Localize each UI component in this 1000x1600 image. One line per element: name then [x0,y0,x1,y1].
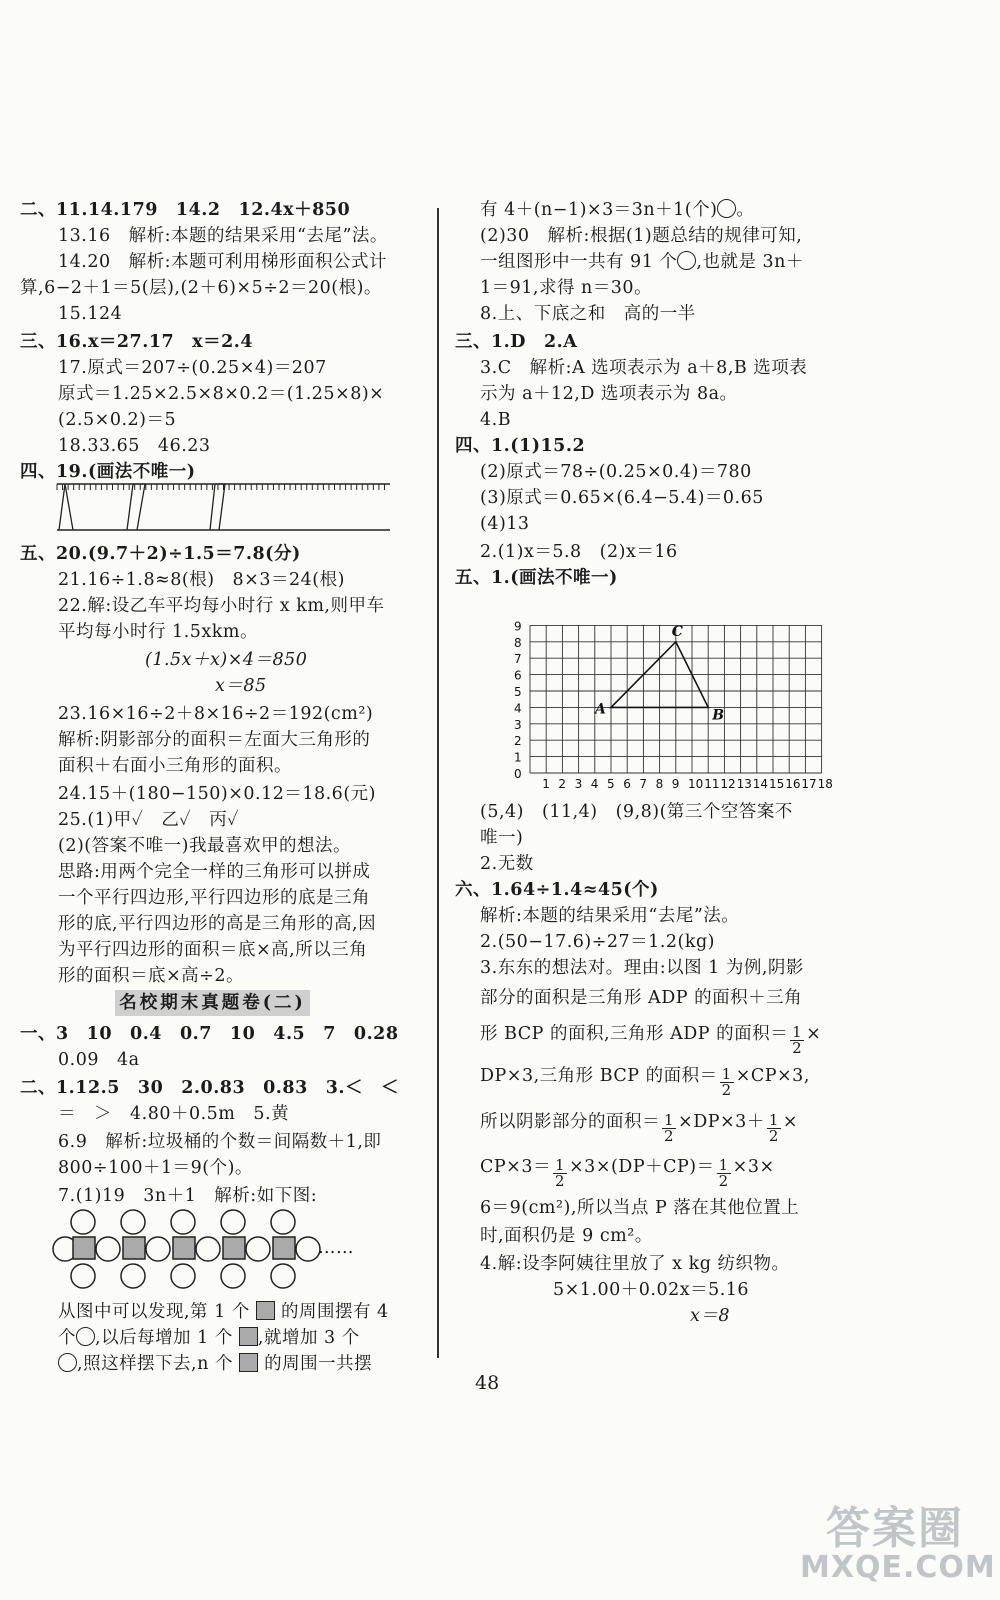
right-line: 4.解:设李阿姨往里放了 x kg 纺织物。 [480,1254,790,1274]
right-line: (2)30 解析:根据(1)题总结的规律可知, [480,226,803,246]
right-line: 8.上、下底之和 高的一半 [480,304,696,324]
x-tick-label: 4 [590,777,599,791]
left-line: 23.16×16÷2＋8×16÷2＝192(cm²) [58,704,374,724]
left-line: 15.124 [58,304,123,324]
right-line: 2.(1)x＝5.8 (2)x＝16 [480,542,678,562]
x-tick-label: 12 [720,777,736,791]
right-line: 所以阴影部分的面积＝ $\frac{1}{2} \times DP\times 3+$ $\frac{1}{2}$ × [480,1111,799,1145]
y-tick-label: 2 [514,734,522,749]
fraction: $\frac{1}{2}$ [664,1111,675,1145]
left-line: ＝ ＞ 4.80＋0.5m 5.黄 [58,1104,290,1124]
right-line: (2)原式＝78÷(0.25×0.4)＝780 [480,462,752,482]
right-line: 3.C 解析:A 选项表示为 a＋8,B 选项表 [480,358,808,378]
left-line: 思路:用两个完全一样的三角形可以拼成 [58,862,371,882]
right-line: (5,4) (11,4) (9,8)(第三个空答案不 [480,802,793,822]
coordinate-grid [500,615,833,800]
left-line: 二、1.12.5 30 2.0.83 0.83 3.＜ ＜ [20,1078,400,1098]
y-tick-label: 7 [514,652,522,667]
left-line: ,照这样摆下去,n 个 的周围一共摆 [58,1352,372,1376]
watermark [800,1492,996,1585]
right-line: x＝8 [690,1306,731,1326]
fraction: $\frac{1}{2}$ [768,1111,779,1145]
left-line: 14.20 解析:本题可利用梯形面积公式计 [58,252,387,272]
fraction: $\frac{1}{2}$ [718,1156,729,1190]
x-tick-label: 1 [542,777,550,791]
ruler-figure [55,478,395,534]
left-line: 为平行四边形的面积＝底×高,所以三角 [58,940,368,960]
left-line: 解析:阴影部分的面积＝左面大三角形的 [58,730,371,750]
right-line: DP×3,三角形 BCP 的面积＝ $\frac{1}{2} \times CP\times 3$, [480,1065,810,1099]
right-line: 形 BCP 的面积,三角形 ADP 的面积＝ $\frac{1}{2}$ × [480,1023,822,1057]
y-tick-label: 5 [514,685,522,699]
left-line: 24.15＋(180−150)×0.12＝18.6(元) [58,784,376,804]
left-line: 三、16.x＝27.17 x＝2.4 [20,332,254,352]
left-line: 形的底,平行四边形的高是三角形的高,因 [58,914,377,934]
y-tick-label: 3 [514,717,522,732]
right-line: 2.(50−17.6)÷27＝1.2(kg) [480,932,715,952]
left-line: 6.9 解析:垃圾桶的个数＝间隔数＋1,即 [58,1132,382,1152]
left-line: 二、11.14.179 14.2 12.4x＋850 [20,200,351,220]
right-line: 六、1.64÷1.4≈45(个) [455,880,659,900]
x-tick-label: 3 [574,777,583,791]
x-tick-label: 15 [769,777,785,791]
point-label: C [671,623,683,640]
left-line: 17.原式＝207÷(0.25×4)＝207 [58,358,327,378]
left-line: 0.09 4a [58,1050,140,1070]
left-line: 一个平行四边形,平行四边形的底是三角 [58,888,371,908]
x-tick-label: 16 [785,777,801,791]
left-line: 面积＋右面小三角形的面积。 [58,756,292,776]
right-line: 6＝9(cm²),所以当点 P 落在其他位置上 [480,1198,800,1218]
right-line: 5×1.00＋0.02x＝5.16 [553,1280,750,1300]
left-line: 800÷100＋1＝9(个)。 [58,1158,253,1178]
left-line: (2.5×0.2)＝5 [58,410,177,430]
right-line: 四、1.(1)15.2 [455,436,586,456]
right-line: (4)13 [480,514,530,534]
left-line: 13.16 解析:本题的结果采用“去尾”法。 [58,226,388,246]
left-line: 7.(1)19 3n＋1 解析:如下图: [58,1186,318,1206]
point-label: A [595,701,606,718]
right-line: 部分的面积是三角形 ADP 的面积＋三角 [480,988,803,1008]
watermark-url: MXQE.COM [800,1550,996,1585]
circle-icon [677,251,696,270]
right-line: 唯一) [480,828,524,848]
left-line: 21.16÷1.8≈8(根) 8×3＝24(根) [58,570,345,590]
left-line: 25.(1)甲✓ 乙✓ 丙✓ [58,810,239,830]
circle-icon [76,1327,95,1346]
left-line: 一、3 10 0.4 0.7 10 4.5 7 0.28 [20,1024,399,1044]
left-line: (2)(答案不唯一)我最喜欢甲的想法。 [58,836,351,856]
right-line: 3.东东的想法对。理由:以图 1 为例,阴影 [480,958,804,978]
y-tick-label: 4 [514,701,522,716]
left-line: 原式＝1.25×2.5×8×0.2＝(1.25×8)× [58,384,385,404]
left-line: 五、20.(9.7＋2)÷1.5＝7.8(分) [20,544,301,564]
fraction: $\frac{1}{2}$ [792,1023,803,1057]
left-line: 形的面积＝底×高÷2。 [58,966,244,986]
x-tick-label: 5 [607,777,615,791]
right-line: 示为 a＋12,D 选项表示为 8a。 [480,384,738,404]
right-line: CP×3＝ $\frac{1}{2} \times 3\times(DP+CP)=$ $\frac{1}{2} \times 3\times$ [480,1156,775,1190]
x-tick-label: 7 [639,777,648,791]
left-line: 平均每小时行 1.5xkm。 [58,622,258,642]
right-line: 五、1.(画法不唯一) [455,568,618,588]
point-label: B [712,707,725,724]
y-tick-label: 8 [514,635,522,650]
page-number: 48 [475,1372,500,1394]
ellipsis: …… [318,1238,354,1258]
y-tick-label: 0 [514,767,522,781]
x-tick-label: 17 [801,777,817,791]
x-tick-label: 13 [736,777,752,791]
x-tick-label: 18 [817,777,833,791]
x-tick-label: 8 [655,777,664,791]
x-tick-label: 11 [704,777,720,791]
x-tick-label: 6 [623,777,631,791]
left-line: 算,6−2＋1＝5(层),(2＋6)×5÷2＝20(根)。 [20,278,382,298]
right-line: 三、1.D 2.A [455,332,578,352]
right-line: 1＝91,求得 n＝30。 [480,278,653,298]
x-tick-label: 14 [752,777,769,791]
right-line: 有 4＋(n−1)×3＝3n＋1(个) 。 [480,200,755,220]
left-line: 18.33.65 46.23 [58,436,211,456]
left-line: 从图中可以发现,第 1 个 的周围摆有 4 [58,1302,389,1322]
x-tick-label: 9 [671,777,680,791]
right-line: (3)原式＝0.65×(6.4−5.4)＝0.65 [480,488,764,508]
square-icon [239,1327,258,1346]
fraction: $\frac{1}{2}$ [554,1156,566,1190]
right-line: 4.B [480,410,512,430]
left-line: 22.解:设乙车平均每小时行 x km,则甲车 [58,596,385,616]
left-line: 个 ,以后每增加 1 个 ,就增加 3 个 [58,1328,360,1348]
circle-icon [717,199,736,218]
fraction: $\frac{1}{2}$ [721,1065,732,1099]
x-tick-label: 10 [688,777,704,791]
left-line: 四、19.(画法不唯一) [20,462,196,482]
watermark-text: 答案圈 [826,1503,964,1554]
right-line: 2.无数 [480,854,534,874]
right-line: 解析:本题的结果采用“去尾”法。 [480,906,740,926]
column-divider [437,208,439,1358]
y-tick-label: 1 [514,750,522,765]
x-tick-label: 2 [558,777,567,791]
right-line: 时,面积仍是 9 cm²。 [480,1226,653,1246]
circle-icon [58,1353,77,1372]
pattern-figure [55,1208,325,1294]
right-line: 一组图形中一共有 91 个 ,也就是 3n＋ [480,252,804,272]
square-icon [239,1353,258,1372]
left-line: x＝85 [215,676,267,696]
y-tick-label: 9 [514,619,522,634]
section-title: 名校期末真题卷(二) [115,990,310,1016]
left-line: (1.5x＋x)×4＝850 [145,650,308,670]
y-tick-label: 6 [514,668,522,683]
square-icon [256,1301,275,1320]
